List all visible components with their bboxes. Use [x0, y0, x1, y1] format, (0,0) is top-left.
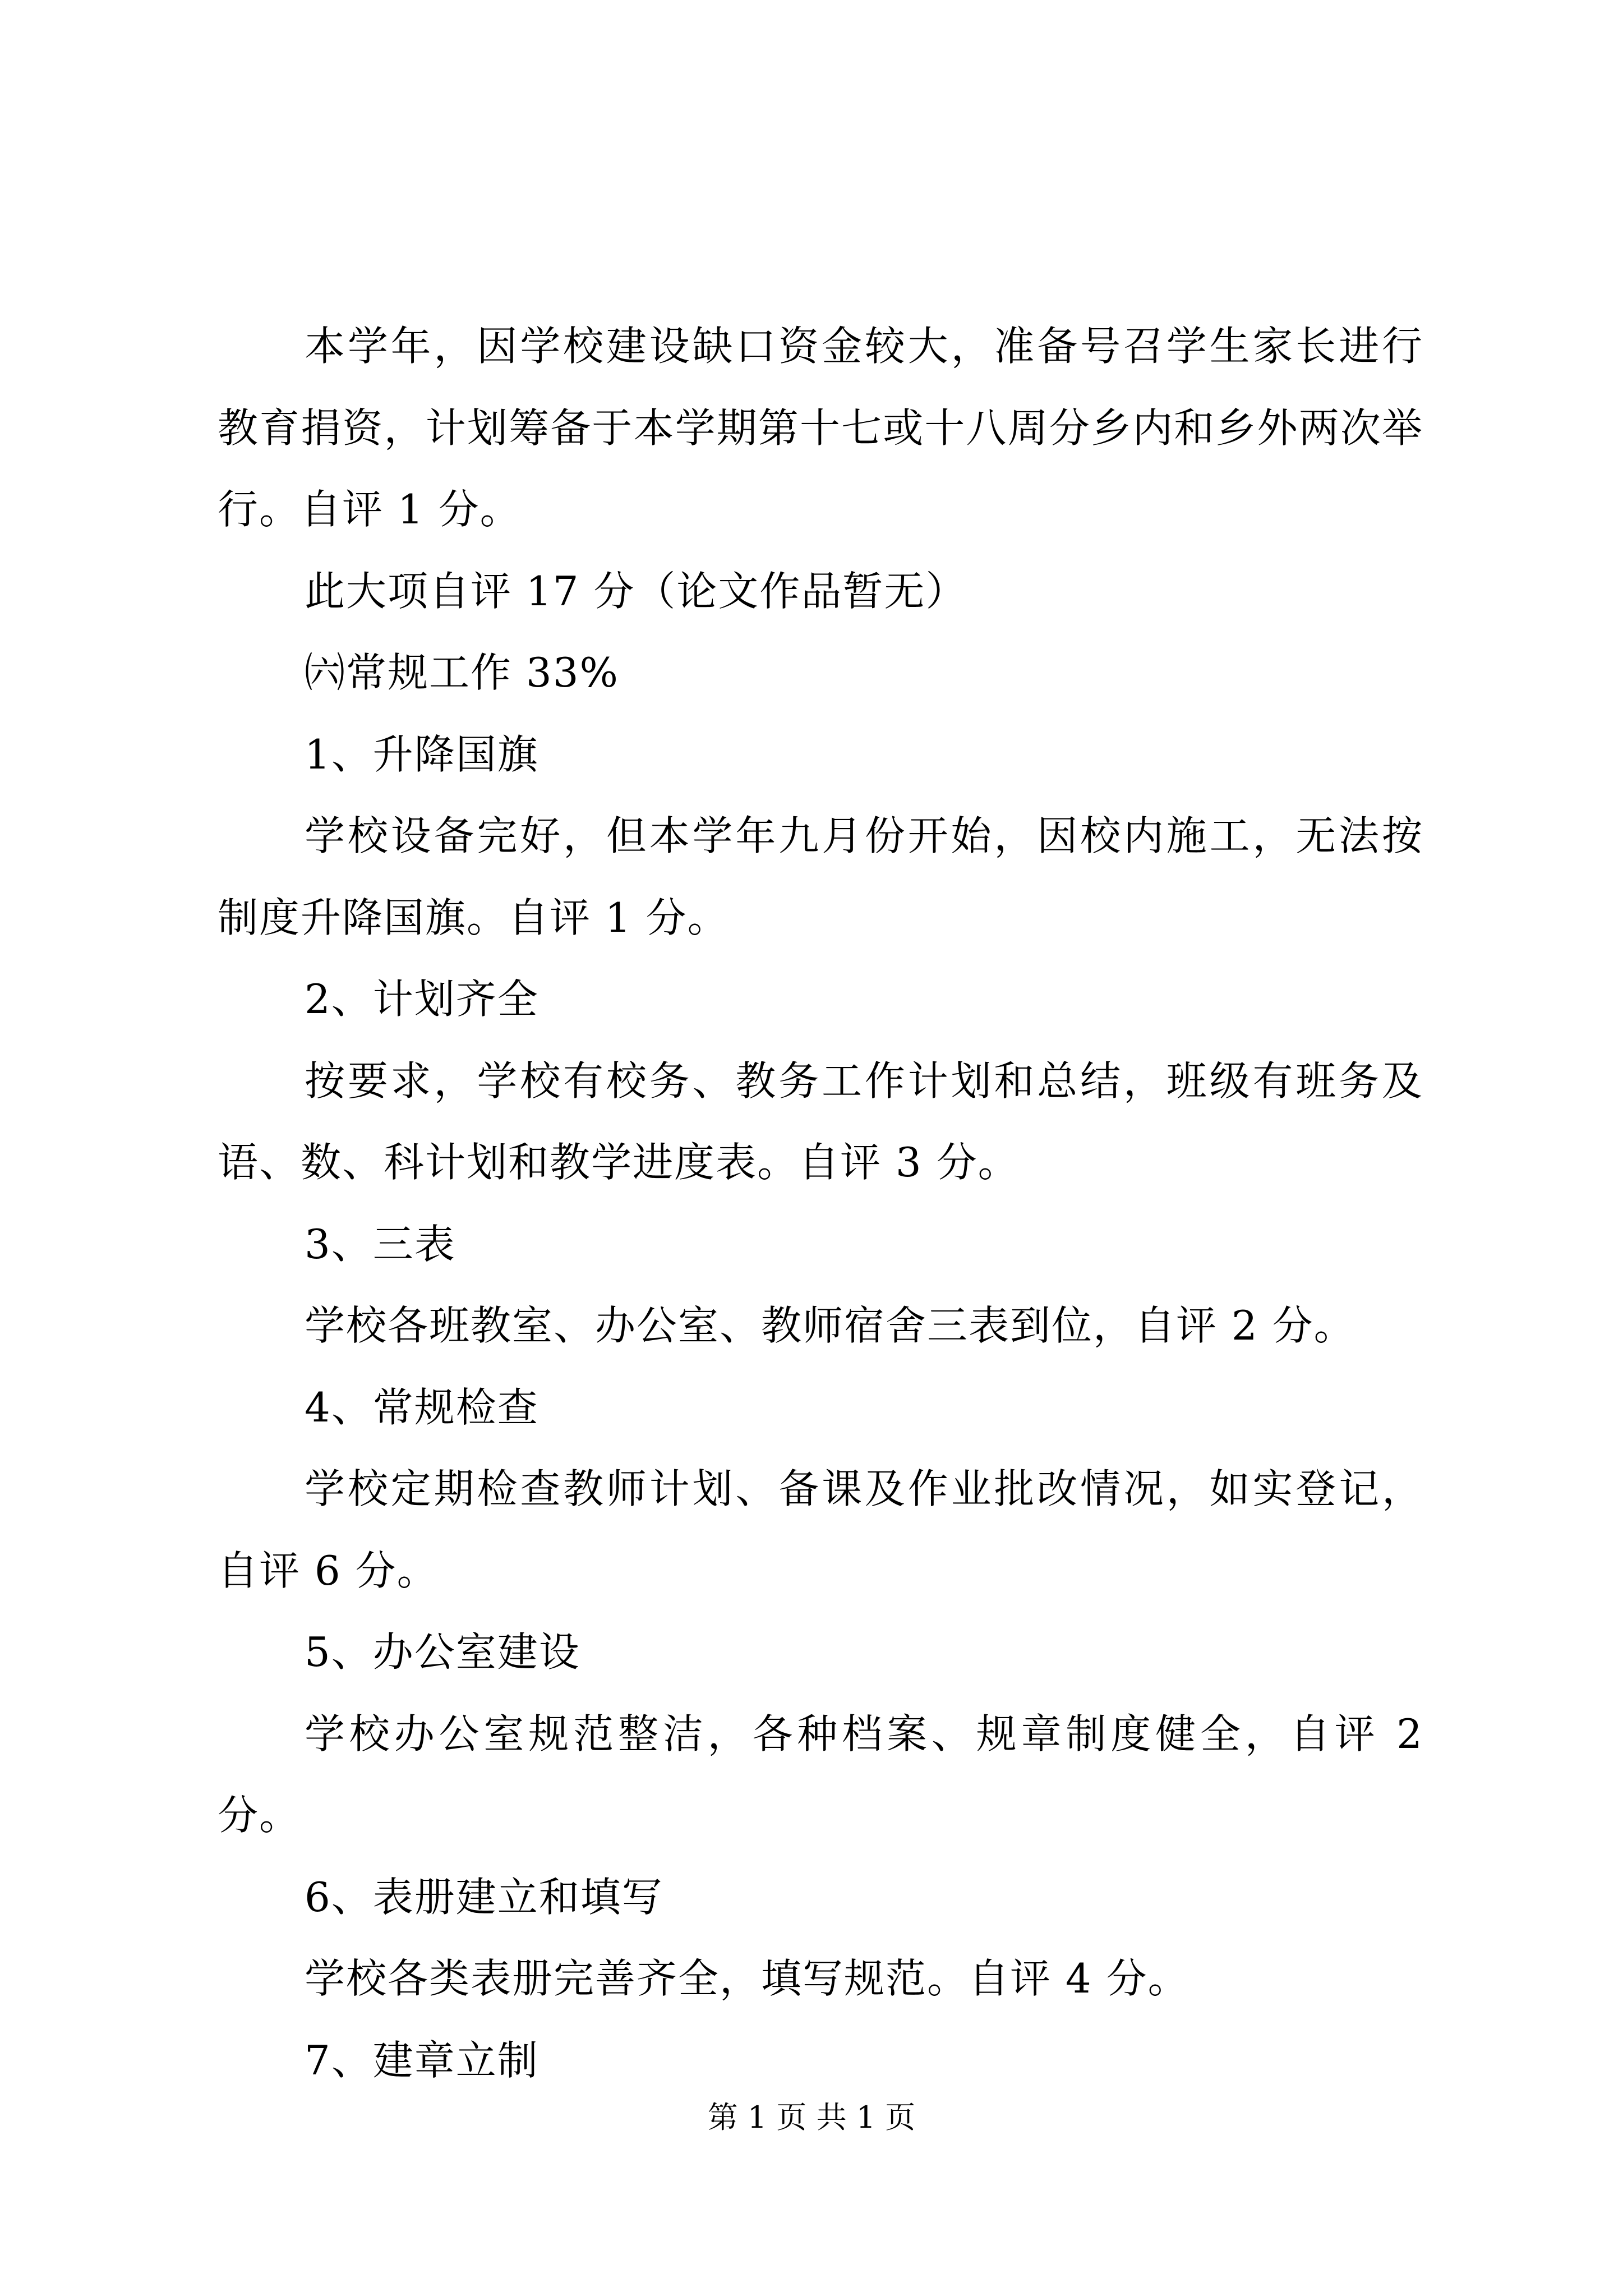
page-footer: 第 1 页 共 1 页 [707, 2100, 916, 2135]
paragraph-flag-raising: 学校设备完好，但本学年九月份开始，因校内施工，无法按制度升降国旗。自评 1 分。 [218, 812, 1423, 941]
paragraph-routine-inspection: 学校定期检查教师计划、备课及作业批改情况，如实登记，自评 6 分。 [218, 1465, 1423, 1594]
paragraph-three-tables: 学校各班教室、办公室、教师宿舍三表到位，自评 2 分。 [305, 1302, 1355, 1349]
document-body [218, 306, 1423, 2101]
heading-office-construction: 5、办公室建设 [305, 1628, 580, 1676]
heading-routine-inspection: 4、常规检查 [305, 1383, 539, 1431]
paragraph-office-construction: 学校办公室规范整洁，各种档案、规章制度健全，自评 2 分。 [218, 1710, 1423, 1839]
paragraph-records: 学校各类表册完善齐全，填写规范。自评 4 分。 [305, 1955, 1189, 2002]
paragraph-plans: 按要求，学校有校务、教务工作计划和总结，班级有班务及语、数、科计划和教学进度表。自评 3 分。 [218, 1057, 1423, 1186]
heading-three-tables: 3、三表 [305, 1220, 456, 1268]
paragraph-fundraising: 本学年，因学校建设缺口资金较大，准备号召学生家长进行教育捐资，计划筹备于本学期第十七或十八周分乡内和乡外两次举行。自评 1 分。 [218, 323, 1423, 533]
heading-records: 6、表册建立和填写 [305, 1873, 663, 1921]
heading-plans: 2、计划齐全 [305, 976, 539, 1023]
paragraph-section-score: 此大项自评 17 分（论文作品暂无） [305, 567, 967, 615]
heading-routine-work: ㈥常规工作 33% [305, 649, 619, 696]
heading-regulations: 7、建章立制 [305, 2036, 539, 2084]
heading-flag-raising: 1、升降国旗 [305, 730, 539, 778]
